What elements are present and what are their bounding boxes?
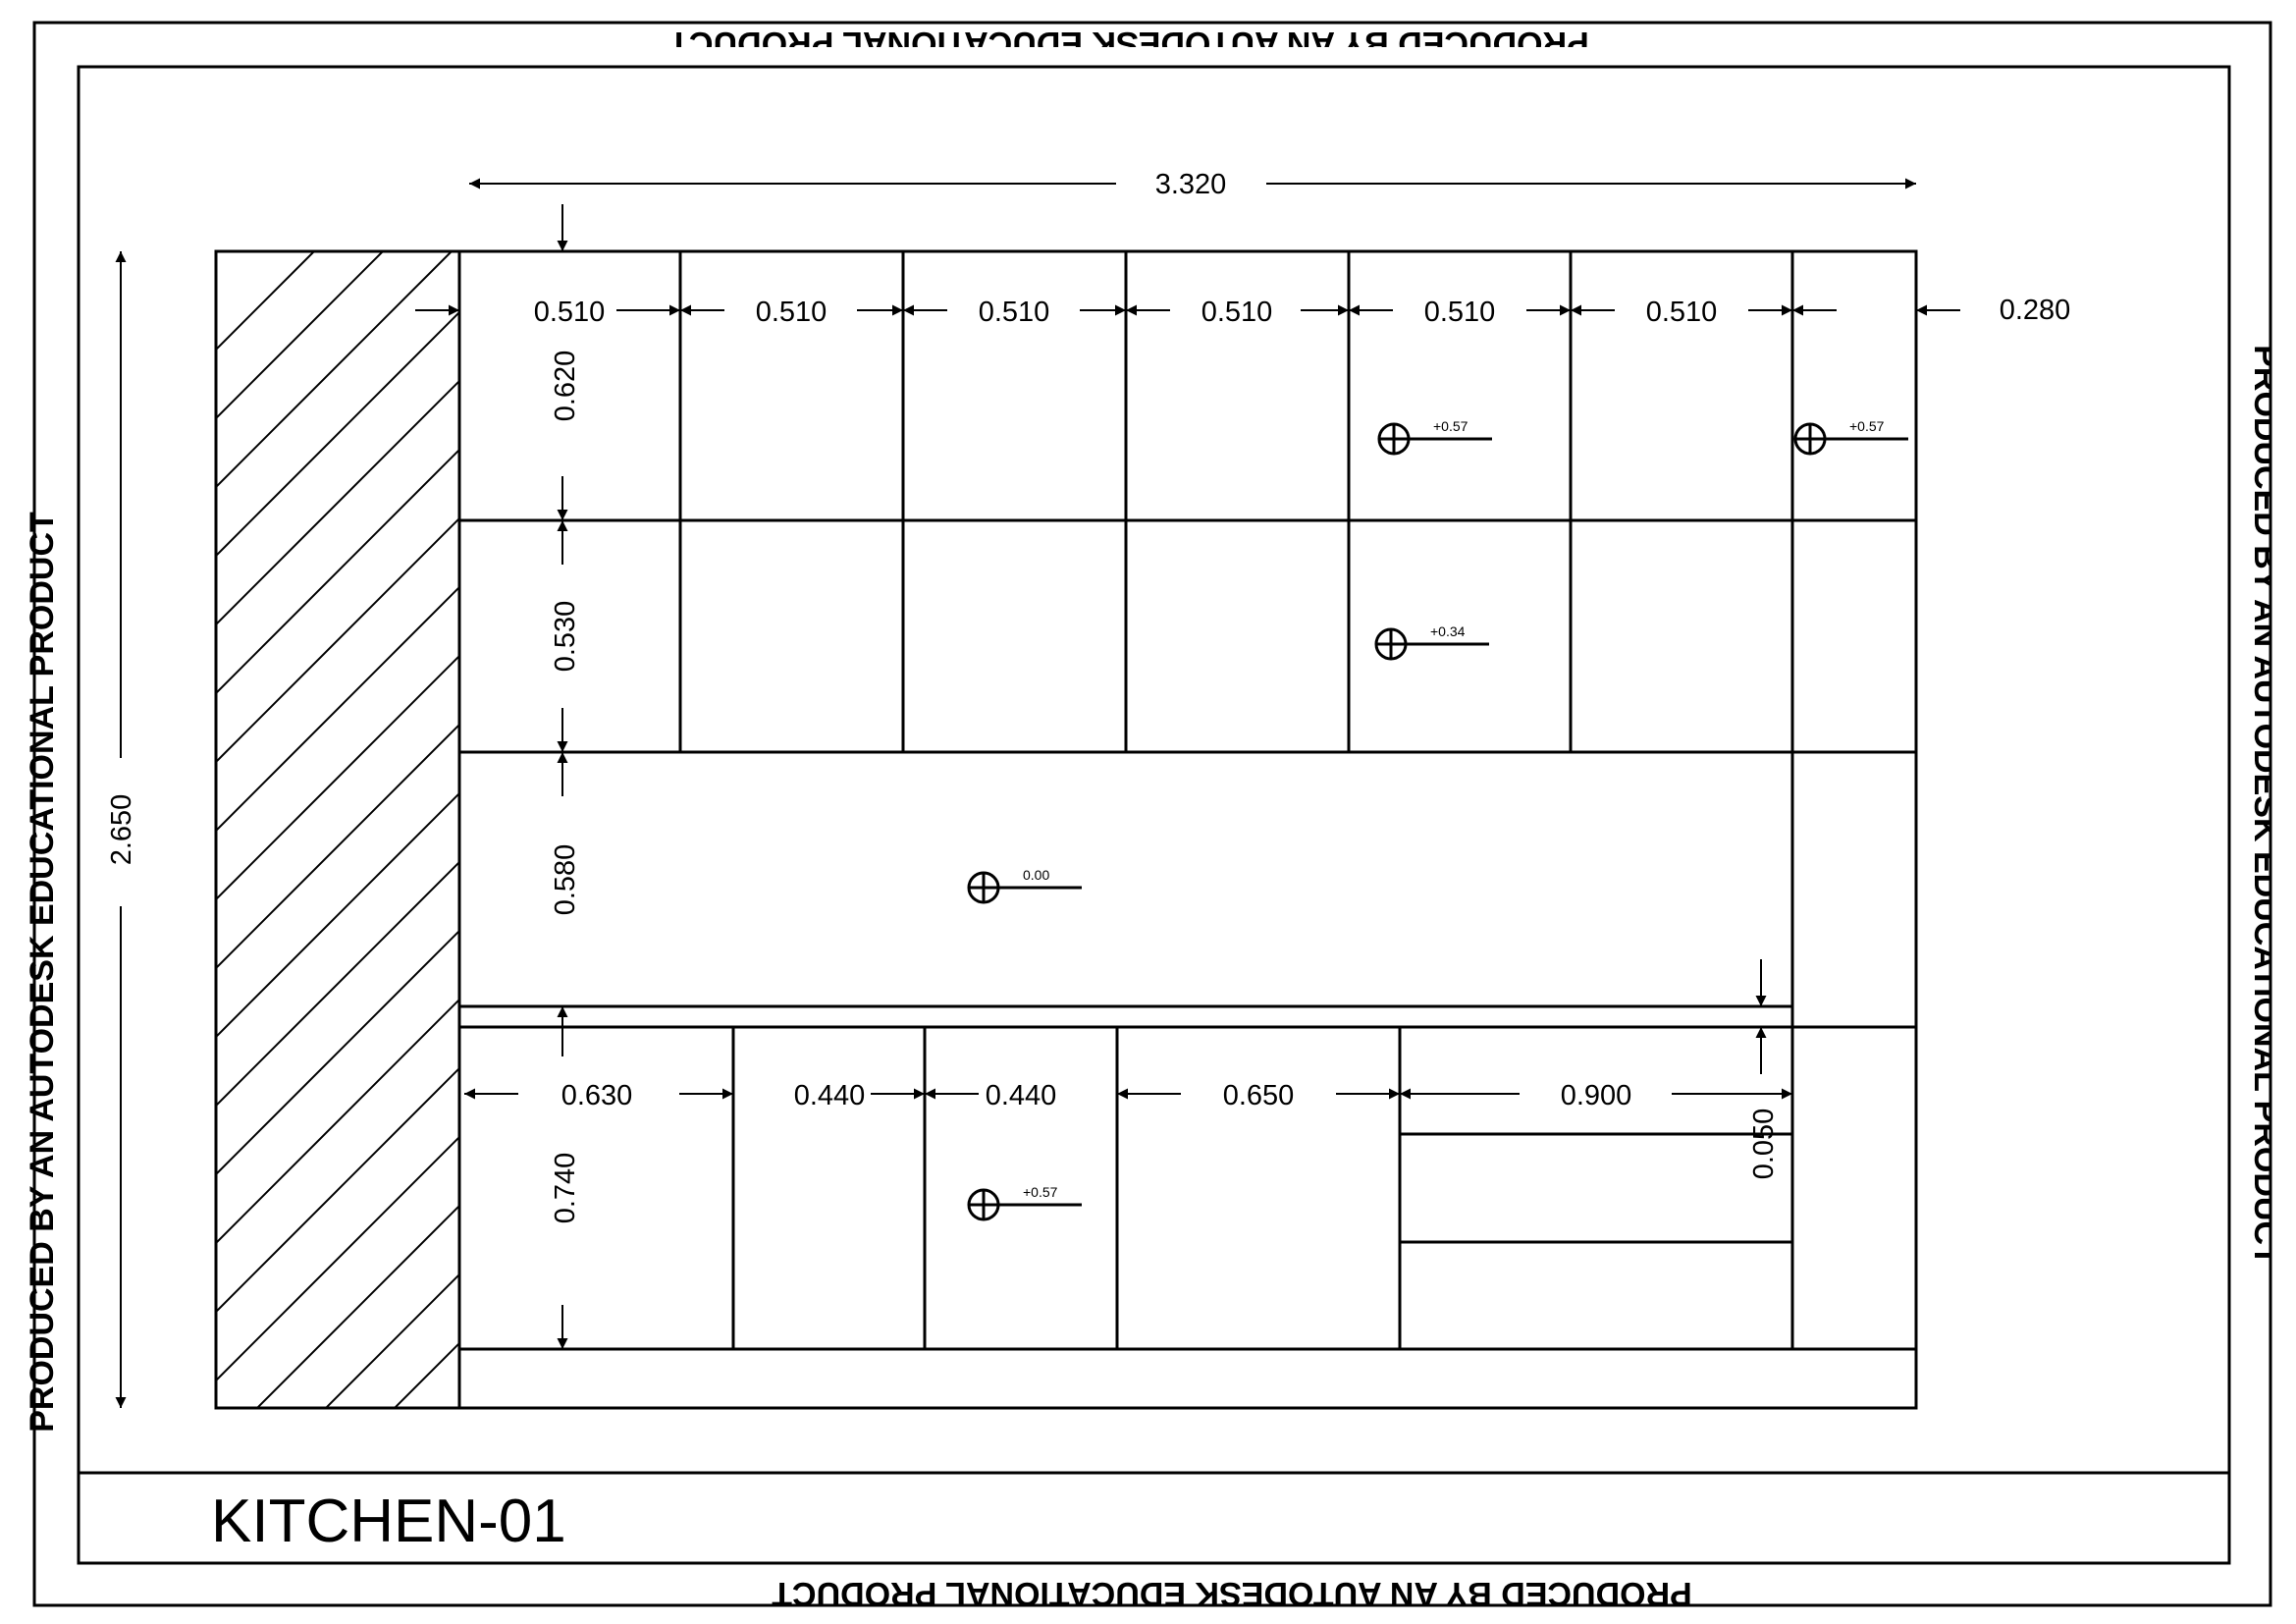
upper-dividers — [680, 251, 1792, 1349]
dim-upper-width-6: 0.510 — [1645, 297, 1718, 328]
level-marker-value: +0.57 — [1849, 418, 1885, 434]
level-marker-base-cabinet-3 — [969, 1184, 1082, 1219]
dim-base-width-5: 0.900 — [1560, 1080, 1632, 1111]
level-marker-value: +0.57 — [1433, 418, 1468, 434]
hatch-line — [216, 251, 1345, 1380]
hatch-line — [216, 251, 726, 762]
watermark-bottom: PRODUCED BY AN AUTODESK EDUCATIONAL PRODUCT — [772, 1575, 1692, 1612]
base-dividers — [733, 1027, 1400, 1349]
hatch-line — [216, 251, 383, 418]
dim-counter-depth: 0.580 — [550, 843, 581, 916]
dim-counter-thickness: 0.050 — [1748, 1108, 1780, 1180]
dim-upper-width-2: 0.510 — [755, 297, 828, 328]
dim-middle-row-height: 0.530 — [550, 600, 581, 673]
watermark-left: PRODUCED BY AN AUTODESK EDUCATIONAL PRODUCT — [24, 512, 61, 1433]
level-markers — [969, 418, 1908, 1219]
wall-hatch — [216, 251, 1620, 1624]
dim-overall-width: 3.320 — [1154, 169, 1227, 200]
inner-border — [79, 67, 2229, 1563]
hatch-line — [216, 251, 1620, 1624]
kitchen-outline — [459, 251, 1916, 1408]
dim-base-width-3: 0.440 — [985, 1080, 1057, 1111]
level-marker-value: +0.57 — [1023, 1184, 1058, 1200]
dim-base-height: 0.740 — [550, 1152, 581, 1224]
drawing-title: KITCHEN-01 — [211, 1488, 566, 1555]
hatch-line — [216, 251, 864, 899]
level-marker-upper-cabinet-5 — [1379, 418, 1492, 454]
hatch-line — [216, 251, 1414, 1449]
hatch-line — [216, 251, 1551, 1587]
watermark-right: PRODUCED BY AN AUTODESK EDUCATIONAL PRODUCT — [2247, 345, 2284, 1266]
dim-base-width-2: 0.440 — [793, 1080, 866, 1111]
hatch-line — [216, 251, 1139, 1174]
level-marker-middle-cabinet-5 — [1376, 623, 1489, 659]
hatch-line — [216, 251, 452, 487]
dim-overall-height: 2.650 — [106, 793, 137, 866]
watermark-top-cropped — [668, 25, 1589, 62]
level-marker-value: +0.34 — [1430, 623, 1466, 639]
dim-end-panel-width: 0.280 — [1999, 295, 2071, 326]
watermark-top: PRODUCED BY AN AUTODESK EDUCATIONAL PRODUCT — [668, 25, 1589, 62]
dim-base-width-1: 0.630 — [561, 1080, 633, 1111]
dim-upper-row-height: 0.620 — [550, 350, 581, 422]
level-marker-value: 0.00 — [1023, 867, 1050, 883]
dim-upper-width-5: 0.510 — [1423, 297, 1496, 328]
dim-upper-width-4: 0.510 — [1201, 297, 1273, 328]
level-marker-end-panel — [1795, 418, 1908, 454]
hatch-line — [216, 251, 1482, 1518]
watermark-right-cropped — [2247, 345, 2284, 1266]
level-marker-counter — [969, 867, 1082, 902]
hatch-line — [216, 251, 795, 831]
hatch-line — [216, 251, 520, 556]
hatch-line — [216, 251, 1070, 1106]
dim-upper-width-3: 0.510 — [978, 297, 1050, 328]
dim-base-width-4: 0.650 — [1222, 1080, 1295, 1111]
dim-upper-width-1: 0.510 — [533, 297, 606, 328]
